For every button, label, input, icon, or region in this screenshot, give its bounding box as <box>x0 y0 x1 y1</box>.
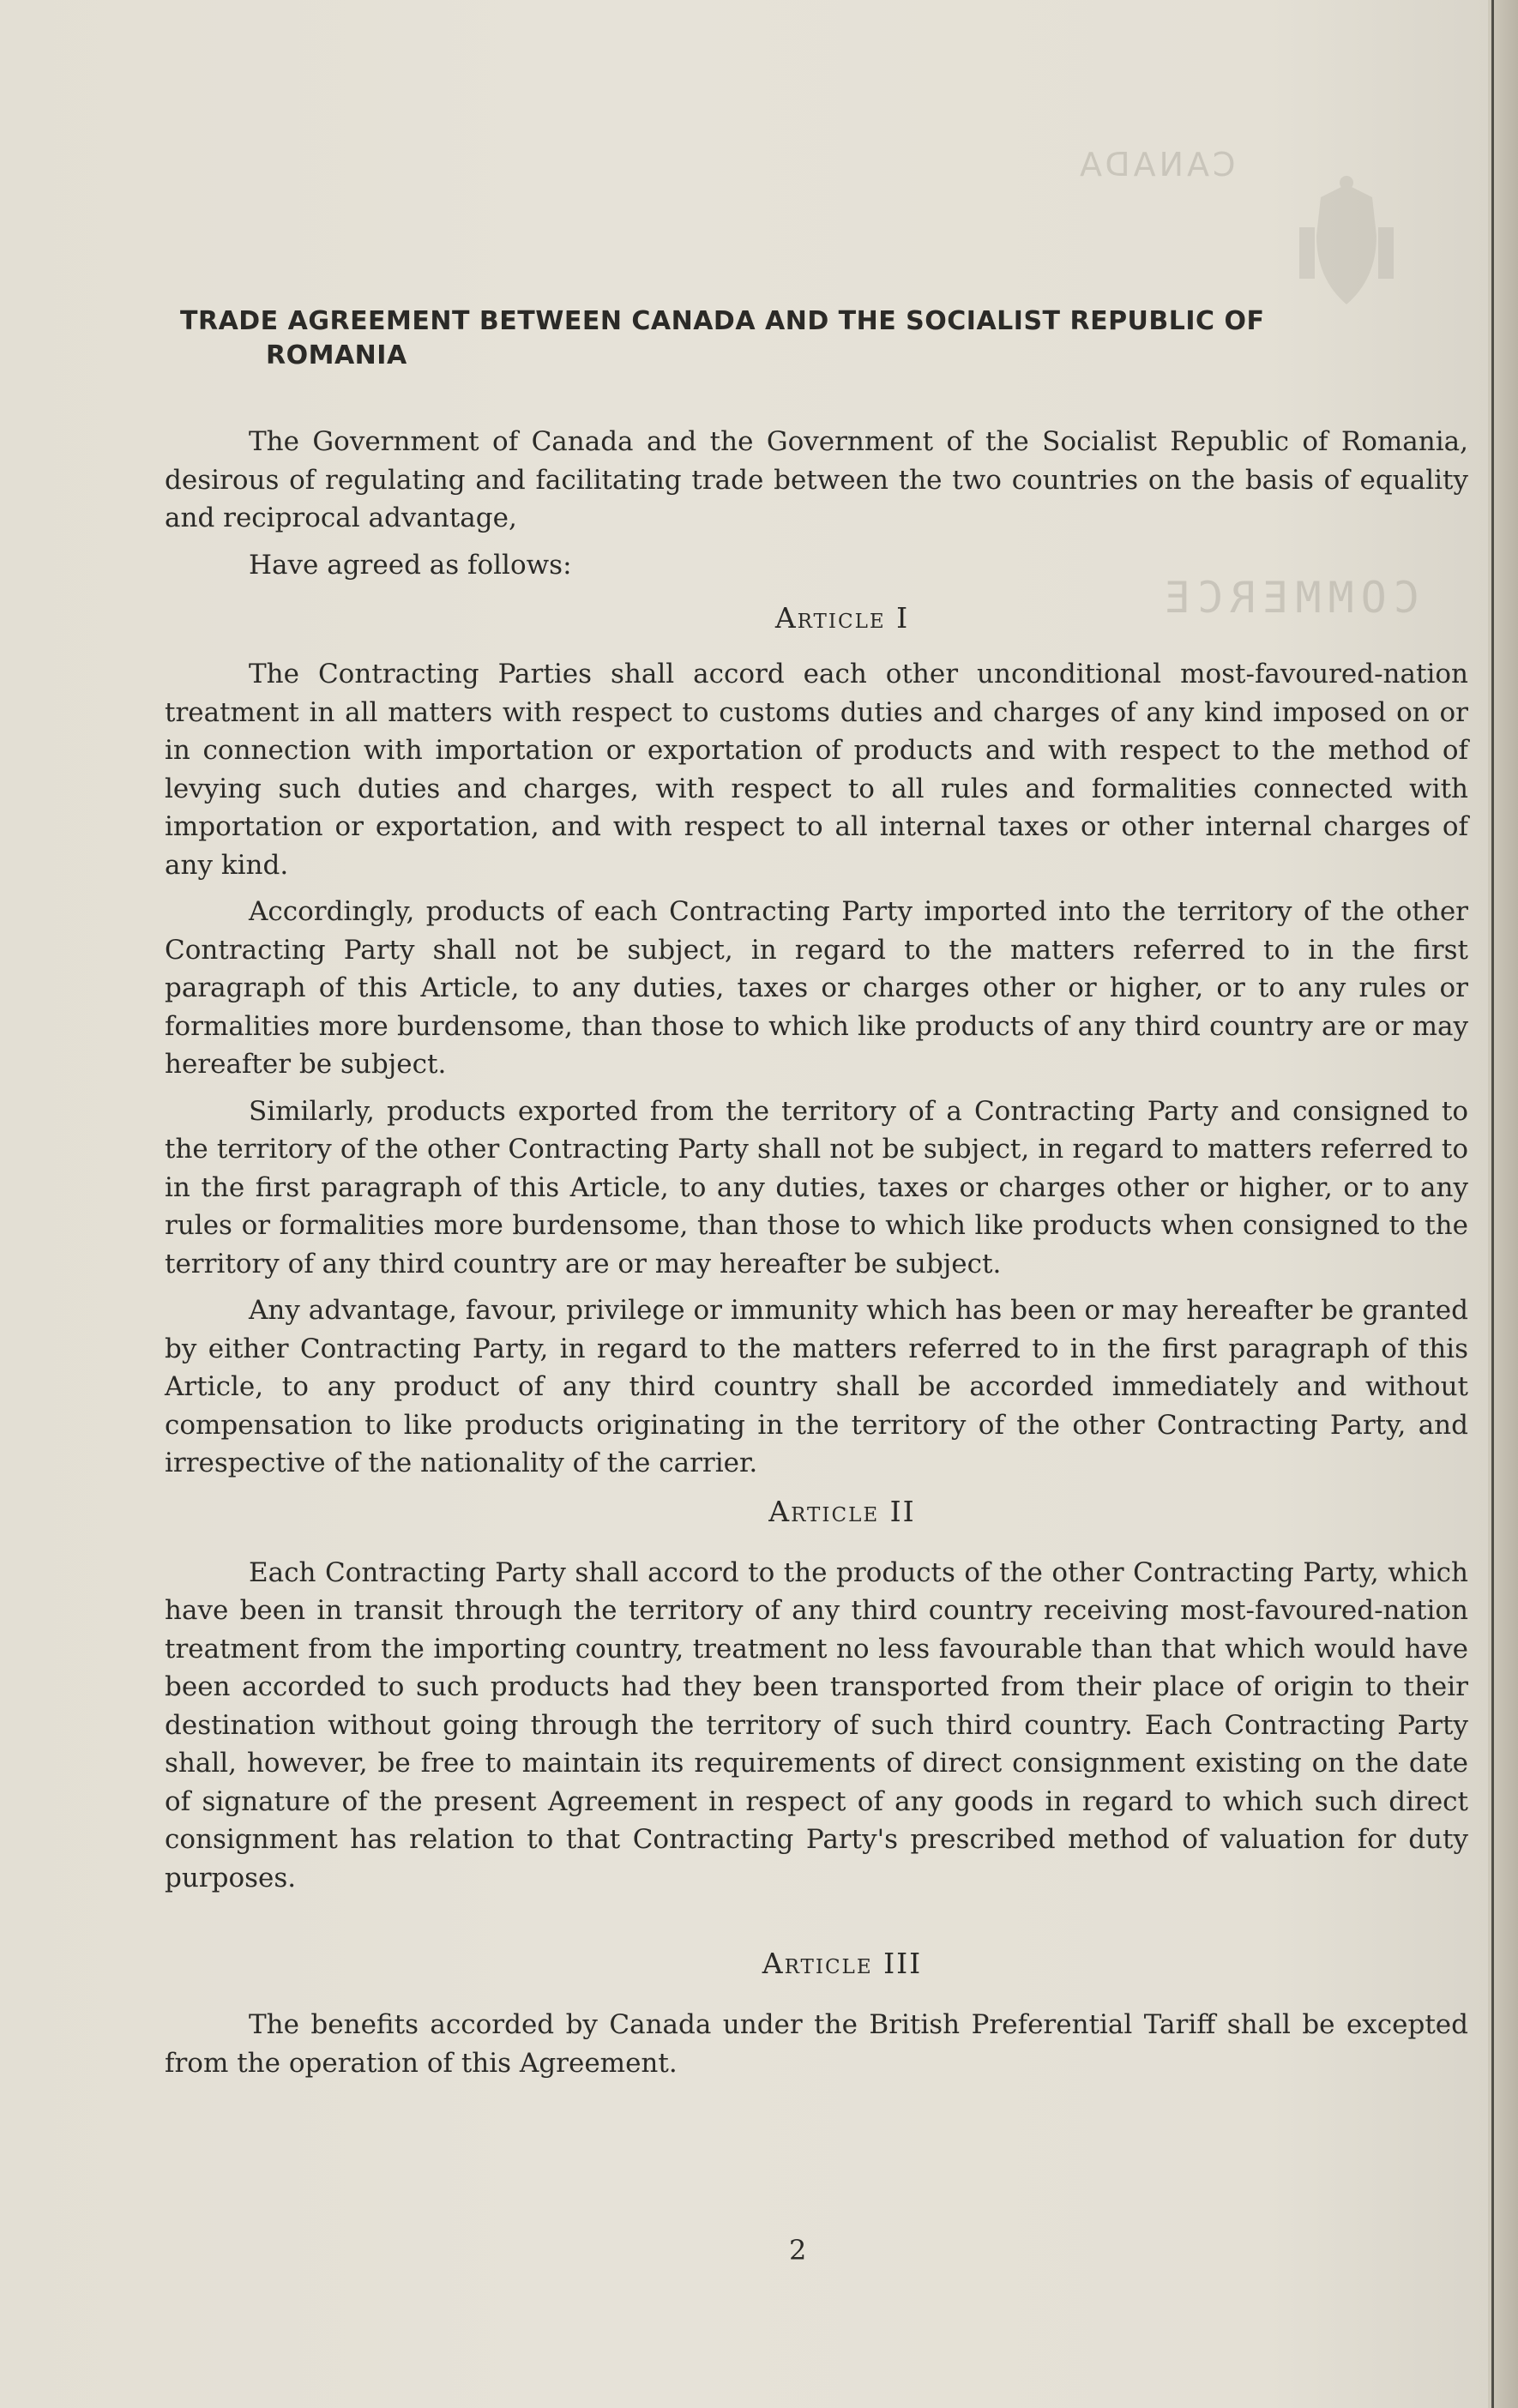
agreement-text <box>165 304 1468 2091</box>
article-2-paragraph: Each Contracting Party shall accord to the products of the other Contracting Party, which have been in transit through the territory of any third country receiving most-favoured-nation treatment from the importing country, treatment no less favourable than that which would have been accorded to such products had they been transported from their place of origin to their destination without going through the territory of such third country. Each Contracting Party shall, however, be free to maintain its requirements of direct consignment existing on the date of signature of the present Agreement in respect of any goods in regard to which such direct consignment has relation to that Contracting Party's prescribed method of valuation for duty purposes. <box>165 1556 1468 1893</box>
article-1-paragraph: Accordingly, products of each Contracting Party imported into the territory of the other Contracting Party shall not be subject, in regard to the matters referred to in the first paragraph of this Article, to any duties, taxes or charges other or higher, or to any rules or formalities more burdensome, than those to which like products of any third country are or may hereafter be subject. <box>165 896 1468 1080</box>
binding-shadow <box>1491 0 1494 2408</box>
preamble-paragraph: The Government of Canada and the Government of the Socialist Republic of Romania, desirous of regulating and facilitating trade between the two countries on the basis of equality and reciprocal advantage, <box>165 426 1468 533</box>
page-edge <box>1488 0 1518 2408</box>
article-3-heading: Article III <box>762 1947 923 1980</box>
title-line-2: ROMANIA <box>266 340 407 370</box>
title-line-1: TRADE AGREEMENT BETWEEN CANADA AND THE SOCIALIST REPUBLIC OF <box>180 306 1265 336</box>
bleed-through-text: CANADA <box>1076 146 1236 184</box>
page-number: 2 <box>789 2234 807 2267</box>
bleed-through-text: COMMERCE <box>1158 573 1419 623</box>
article-1-heading: Article I <box>774 601 910 635</box>
agreed-statement: Have agreed as follows: <box>249 549 572 581</box>
article-2-heading: Article II <box>768 1494 916 1528</box>
article-3-paragraph: The benefits accorded by Canada under the British Preferential Tariff shall be excepted from the operation of this Agreement. <box>165 2009 1468 2079</box>
bleed-through-crest-icon <box>1291 176 1402 313</box>
document-title <box>180 304 1468 373</box>
article-1-paragraph: Similarly, products exported from the territory of a Contracting Party and consigned to the territory of the other Contracting Party shall not be subject, in regard to matters referred to in the first paragraph of this Article, to any duties, taxes or charges other or higher, or to any rules or formalities more burdensome, than those to which like products when consigned to the territory of any third country are or may hereafter be subject. <box>165 1095 1468 1279</box>
article-1-paragraph: The Contracting Parties shall accord each other unconditional most-favoured-nation treatment in all matters with respect to customs duties and charges of any kind imposed on or in connection with importation or exportation of products and with respect to the method of levying such duties and charges, with respect to all rules and formalities connected with importation or exportation, and with respect to all internal taxes or other internal charges of any kind. <box>165 659 1468 881</box>
article-1-paragraph: Any advantage, favour, privilege or immunity which has been or may hereafter be granted by either Contracting Party, in regard to the matters referred to in the first paragraph of this Article, to any product of any third country shall be accorded immediately and without compensation to like products originating in the territory of the other Contracting Party, and irrespective of the nationality of the carrier. <box>165 1295 1468 1478</box>
